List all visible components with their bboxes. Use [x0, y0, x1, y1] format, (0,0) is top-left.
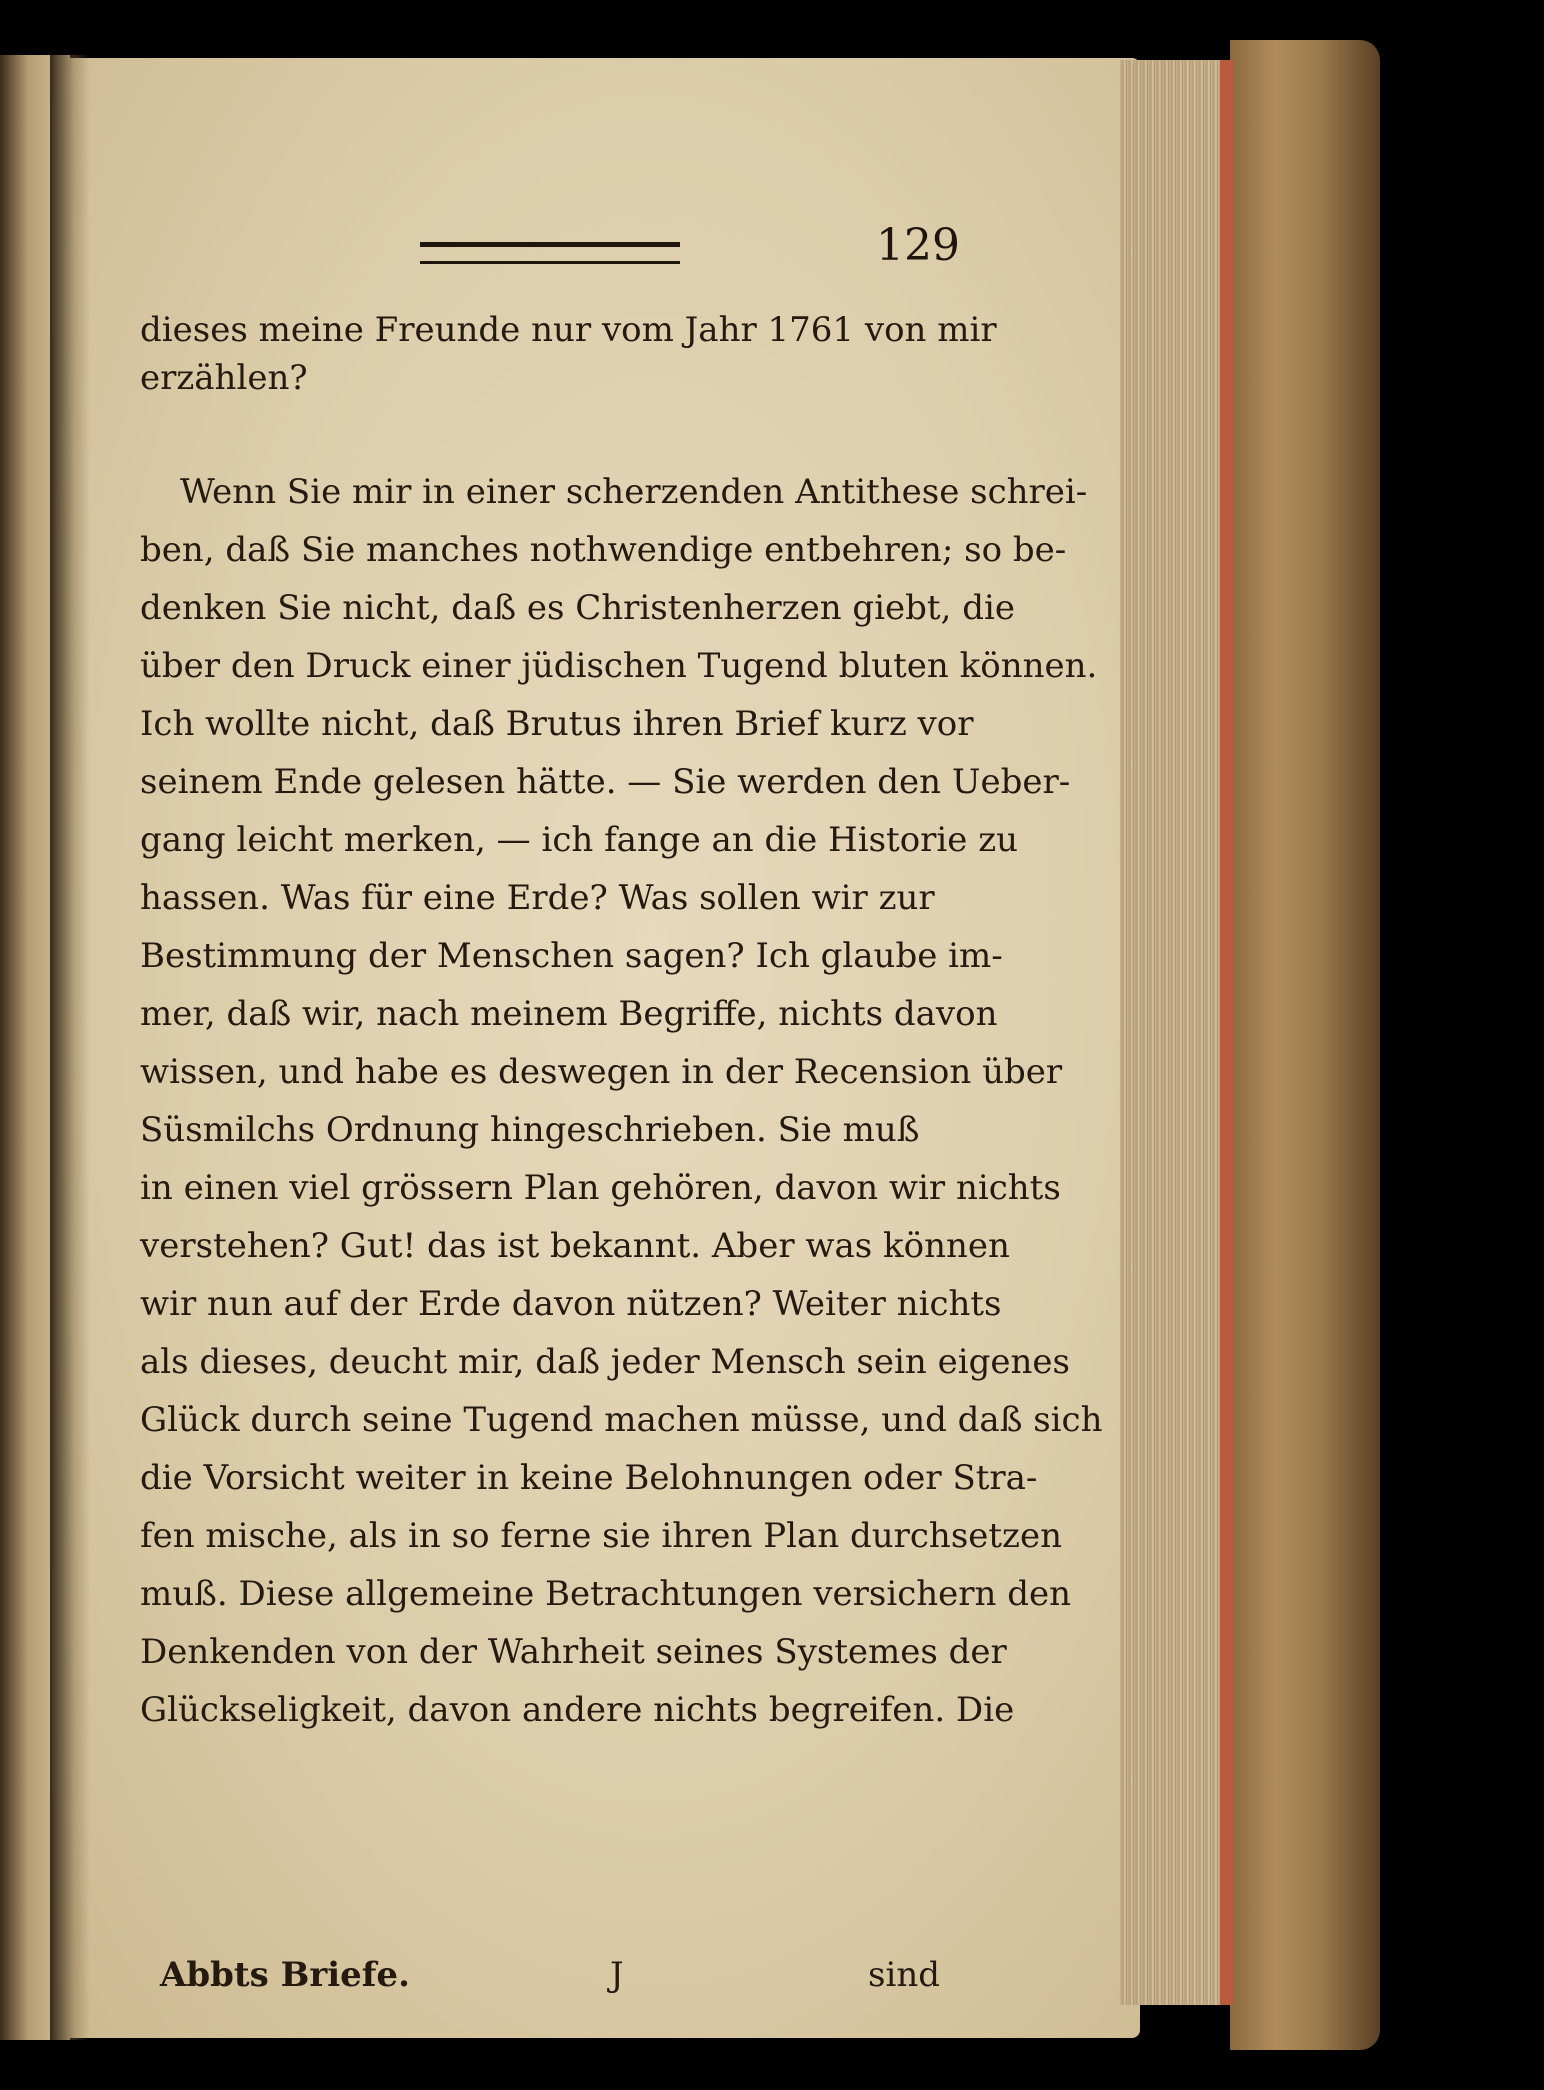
- text-line: mer, daß wir, nach meinem Begriffe, nichts davon: [140, 994, 998, 1034]
- text-line: erzählen?: [140, 358, 308, 398]
- book-cover: [1230, 40, 1380, 2050]
- page-gutter: [50, 55, 90, 2040]
- text-line: fen mische, als in so ferne sie ihren Plan durchsetzen: [140, 1516, 1062, 1556]
- page-header: [420, 220, 960, 271]
- text-line: als dieses, deucht mir, daß jeder Mensch sein eigenes: [140, 1342, 1070, 1382]
- text-line: wissen, und habe es deswegen in der Recension über: [140, 1052, 1063, 1092]
- text-line: in einen viel grössern Plan gehören, davon wir nichts: [140, 1168, 1061, 1208]
- text-line: Süsmilchs Ordnung hingeschrieben. Sie muß: [140, 1110, 920, 1150]
- text-line: die Vorsicht weiter in keine Belohnungen oder Stra-: [140, 1458, 1038, 1498]
- text-line: muß. Diese allgemeine Betrachtungen versichern den: [140, 1574, 1072, 1614]
- text-line: dieses meine Freunde nur vom Jahr 1761 von mir: [140, 310, 997, 350]
- catchword: sind: [868, 1955, 940, 1995]
- header-rule: [420, 242, 680, 264]
- page-footer: [160, 1955, 940, 2005]
- text-line: seinem Ende gelesen hätte. — Sie werden den Ueber-: [140, 762, 1071, 802]
- text-line: über den Druck einer jüdischen Tugend bluten können.: [140, 646, 1098, 686]
- text-line: hassen. Was für eine Erde? Was sollen wir zur: [140, 878, 935, 918]
- text-line: ben, daß Sie manches nothwendige entbehren; so be-: [140, 530, 1067, 570]
- text-line: Ich wollte nicht, daß Brutus ihren Brief kurz vor: [140, 704, 974, 744]
- text-line: gang leicht merken, — ich fange an die Historie zu: [140, 820, 1019, 860]
- book-page: [55, 58, 1140, 2038]
- page-block-edge: [1120, 60, 1234, 2005]
- text-line: Wenn Sie mir in einer scherzenden Antithese schrei-: [180, 472, 1088, 512]
- page-number: 129: [876, 220, 960, 271]
- running-signature: Abbts Briefe.: [160, 1955, 410, 1995]
- text-line: Glückseligkeit, davon andere nichts begreifen. Die: [140, 1690, 1015, 1730]
- text-line: Bestimmung der Menschen sagen? Ich glaube im-: [140, 936, 1003, 976]
- text-line: Denkenden von der Wahrheit seines Systemes der: [140, 1632, 1007, 1672]
- text-line: Glück durch seine Tugend machen müsse, und daß sich: [140, 1400, 1103, 1440]
- text-line: verstehen? Gut! das ist bekannt. Aber was können: [140, 1226, 1010, 1266]
- sheet-signature-mark: J: [610, 1955, 624, 1995]
- text-line: wir nun auf der Erde davon nützen? Weiter nichts: [140, 1284, 1002, 1324]
- text-line: denken Sie nicht, daß es Christenherzen giebt, die: [140, 588, 1015, 628]
